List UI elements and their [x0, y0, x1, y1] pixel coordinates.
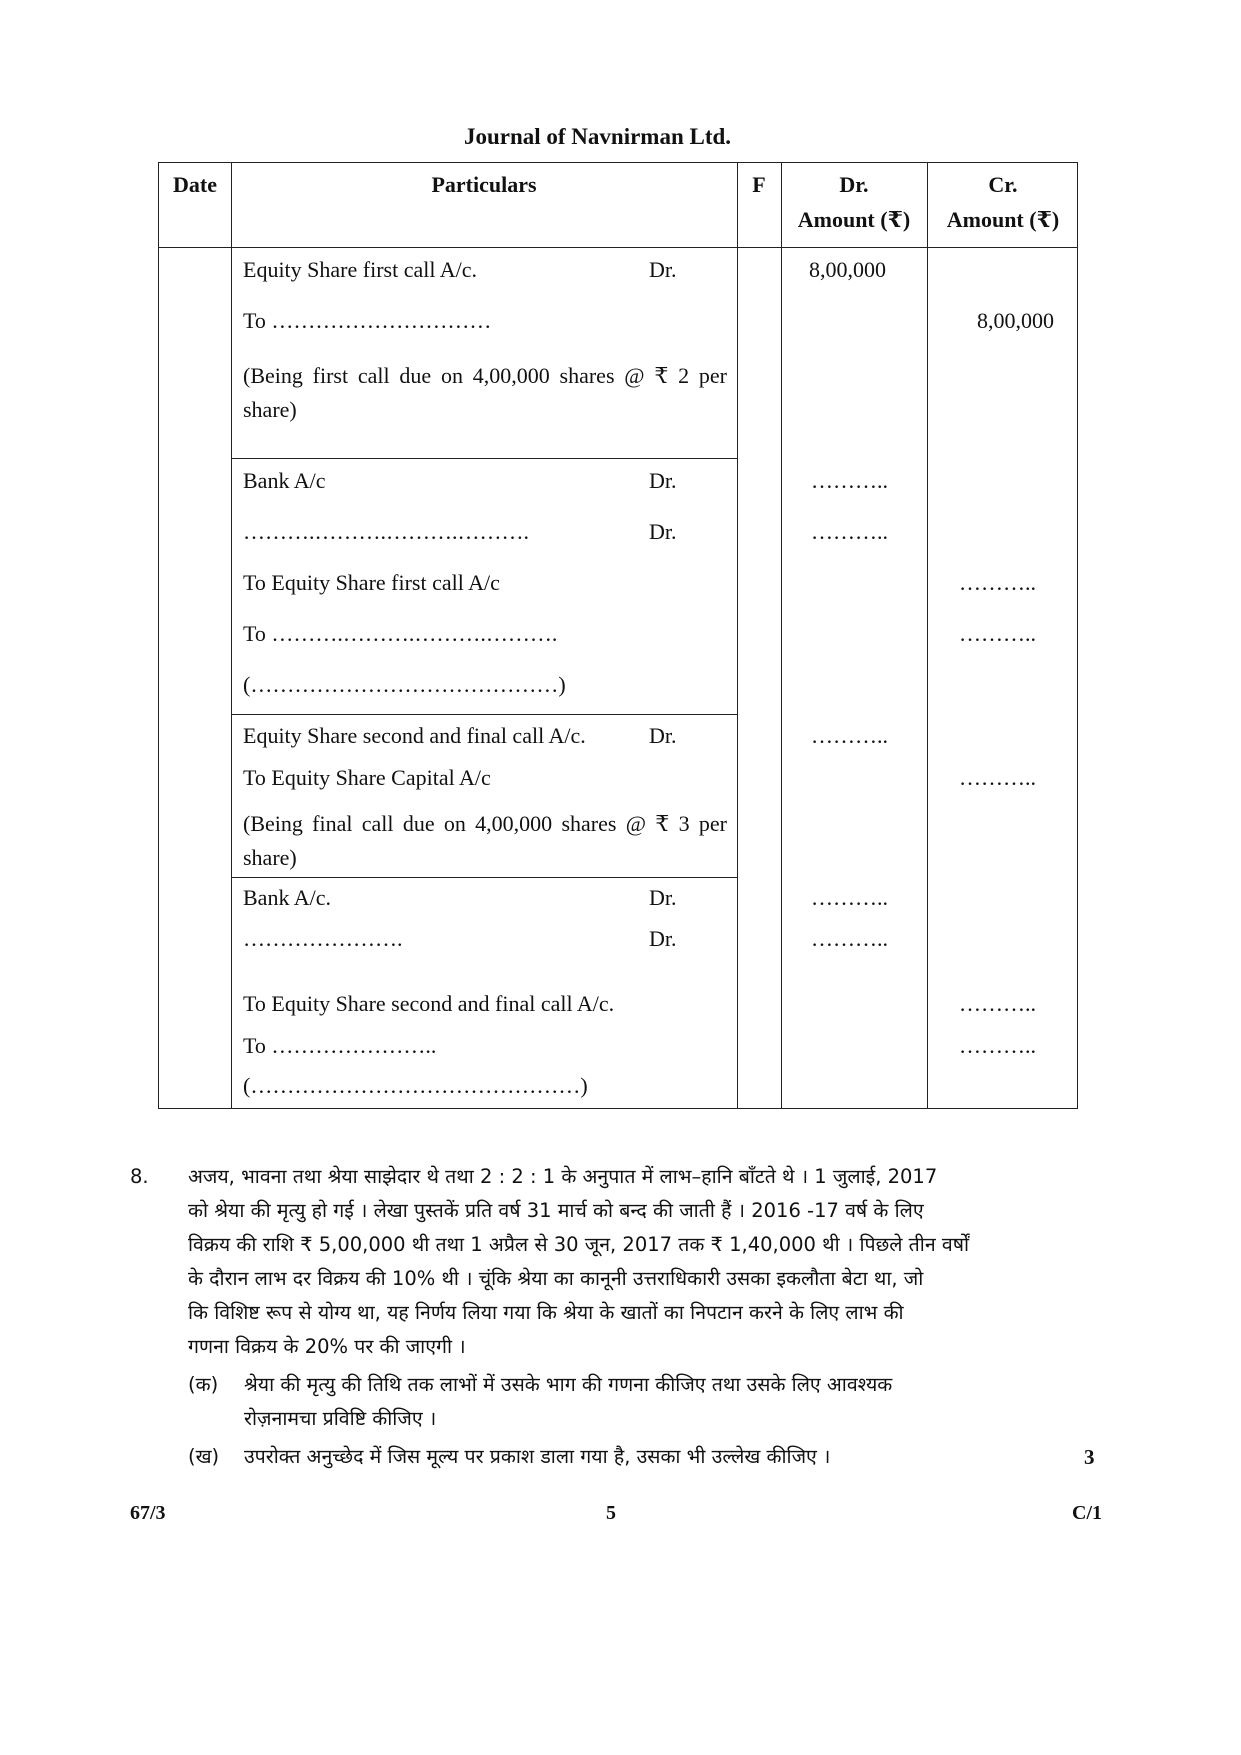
col-divider [781, 163, 782, 1108]
particulars-line: Equity Share first call A/c. [243, 257, 477, 282]
particulars-line: To Equity Share first call A/c [243, 570, 500, 595]
dr-marker: Dr. [649, 926, 677, 951]
cr-amount: ……….. [959, 991, 1036, 1016]
narration: (………………………………………) [243, 1073, 588, 1098]
particulars-line: To ……….……….……….………. [243, 621, 558, 646]
particulars-line: …………………. [243, 926, 403, 951]
dr-amount: ……….. [811, 885, 888, 910]
particulars-line: To ………………………… [243, 308, 492, 333]
question-line: कि विशिष्ट रूप से योग्य था, यह निर्णय लिया गया कि श्रेया के खातों का निपटान करने के लिए लाभ की [188, 1301, 904, 1324]
cr-amount: 8,00,000 [977, 308, 1054, 333]
cr-amount: ……….. [959, 570, 1036, 595]
page-number: 5 [606, 1502, 616, 1524]
header-date: Date [173, 172, 217, 197]
journal-title: Journal of Navnirman Ltd. [463, 124, 732, 149]
dr-marker: Dr. [649, 257, 677, 282]
particulars-line: ……….……….……….………. [243, 519, 529, 544]
particulars-line: To Equity Share Capital A/c [243, 765, 491, 790]
question-line: को श्रेया की मृत्यु हो गई । लेखा पुस्तकें प्रति वर्ष 31 मार्च को बन्द की जाती हैं । 2016 -17 वर्ष के लिए [188, 1199, 924, 1222]
particulars-line: Bank A/c. [243, 885, 331, 910]
dr-marker: Dr. [649, 468, 677, 493]
entry-divider [231, 877, 737, 878]
dr-amount: 8,00,000 [809, 257, 886, 282]
part-a-label: (क) [188, 1373, 219, 1396]
dr-marker: Dr. [649, 885, 677, 910]
marks: 3 [1084, 1445, 1095, 1469]
dr-marker: Dr. [649, 519, 677, 544]
question-line: विक्रय की राशि ₹ 5,00,000 थी तथा 1 अप्रैल से 30 जून, 2017 तक ₹ 1,40,000 थी । पिछले तीन वर्षों [188, 1233, 970, 1256]
dr-amount: ……….. [811, 519, 888, 544]
narration: (……………………………………) [243, 672, 566, 697]
entry-divider [231, 714, 737, 715]
col-divider [927, 163, 928, 1108]
header-dr-amount: Dr. Amount (₹) [797, 172, 911, 233]
col-divider [231, 163, 232, 1108]
part-b-text: उपरोक्त अनुच्छेद में जिस मूल्य पर प्रकाश डाला गया है, उसका भी उल्लेख कीजिए । [244, 1445, 831, 1468]
dr-marker: Dr. [649, 723, 677, 748]
particulars-line: Equity Share second and final call A/c. [243, 723, 586, 748]
dr-amount: ……….. [811, 468, 888, 493]
dr-amount: ……….. [811, 723, 888, 748]
header-divider [159, 247, 1077, 248]
entry-divider [231, 458, 737, 459]
part-a-text: रोज़नामचा प्रविष्टि कीजिए । [244, 1407, 437, 1430]
cr-amount: ……….. [959, 1033, 1036, 1058]
particulars-line: Bank A/c [243, 468, 326, 493]
header-cr-amount: Cr. Amount (₹) [946, 172, 1060, 233]
col-divider [737, 163, 738, 1108]
narration: (Being final call due on 4,00,000 shares @ ₹ 3 per share) [243, 811, 727, 870]
header-folio: F [752, 172, 766, 197]
cr-amount: ……….. [959, 621, 1036, 646]
part-a-text: श्रेया की मृत्यु की तिथि तक लाभों में उसके भाग की गणना कीजिए तथा उसके लिए आवश्यक [244, 1373, 893, 1396]
dr-amount: ……….. [811, 926, 888, 951]
question-number: 8. [130, 1165, 149, 1188]
part-b-label: (ख) [188, 1445, 220, 1468]
header-particulars: Particulars [431, 172, 537, 197]
journal-table [158, 162, 1078, 1109]
particulars-line: To Equity Share second and final call A/c. [243, 991, 615, 1016]
particulars-line: To ………………….. [243, 1033, 437, 1058]
question-line: के दौरान लाभ दर विक्रय की 10% थी । चूंकि श्रेया का कानूनी उत्तराधिकारी उसका इकलौता बेटा था, जो [188, 1267, 924, 1290]
narration: (Being first call due on 4,00,000 shares @ ₹ 2 per share) [243, 363, 727, 422]
cr-amount: ……….. [959, 765, 1036, 790]
question-line: गणना विक्रय के 20% पर की जाएगी । [188, 1335, 466, 1358]
set-code: C/1 [1072, 1502, 1102, 1524]
question-line: अजय, भावना तथा श्रेया साझेदार थे तथा 2 : 2 : 1 के अनुपात में लाभ–हानि बाँटते थे । 1 जुलाई, 2017 [188, 1165, 938, 1188]
paper-code: 67/3 [130, 1502, 166, 1524]
